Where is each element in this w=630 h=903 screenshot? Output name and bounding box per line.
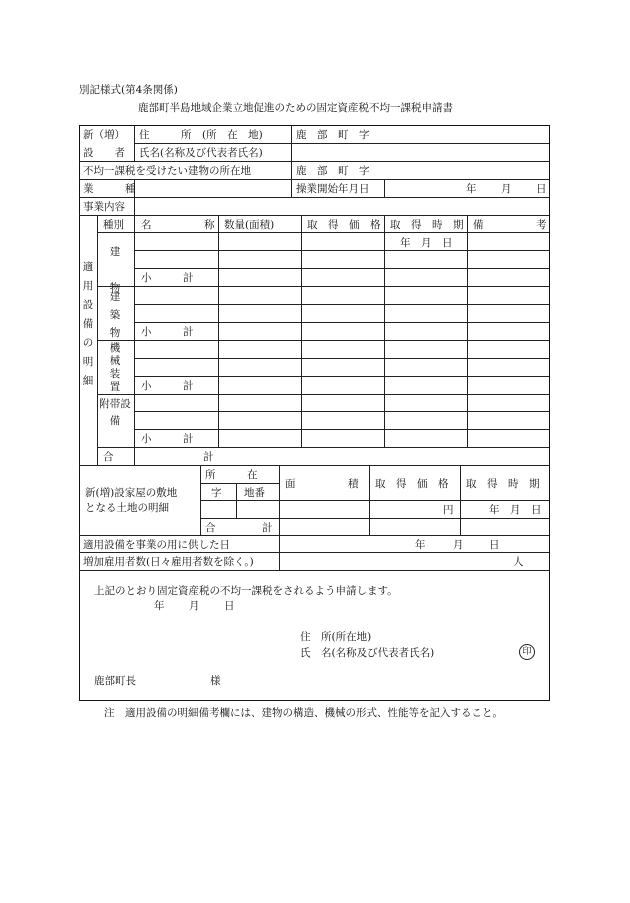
- declaration-address: 住 所(所在地): [300, 631, 372, 643]
- land-date: 年 月 日: [489, 504, 542, 516]
- form-title: 鹿部町半島地域企業立地促進のための固定資産税不均一課税申請書: [138, 102, 453, 114]
- declaration-name: 氏 名(名称及び代表者氏名): [300, 647, 435, 659]
- applicant-label-1: 新（増）: [83, 129, 125, 141]
- divider: [79, 535, 549, 536]
- divider: [291, 179, 292, 197]
- divider: [134, 250, 549, 251]
- land-lot: 地番: [244, 487, 265, 499]
- divider: [97, 447, 549, 448]
- land-aza: 字: [211, 487, 222, 499]
- land-period-header: 取 得 時 期: [466, 478, 540, 490]
- land-total-right: 計: [262, 522, 273, 534]
- land-label-2: となる土地の明細: [85, 502, 169, 514]
- type-building: 建物: [109, 246, 121, 294]
- col-remarks: 備 考: [473, 219, 547, 231]
- building-location-label: 不均一課税を受けたい建物の所在地: [83, 165, 251, 177]
- divider: [134, 376, 549, 377]
- divider: [200, 518, 549, 519]
- divider: [291, 125, 292, 179]
- declaration-statement: 上記のとおり固定資産税の不均一課税をされるよう申請します。: [94, 585, 398, 597]
- divider: [134, 143, 549, 144]
- divider: [79, 215, 549, 216]
- start-day: 日: [536, 183, 547, 195]
- col-name: 名 称: [141, 219, 215, 231]
- equipment-section-label: 適用設備の明細: [82, 261, 94, 387]
- table-bottom-border: [79, 700, 550, 701]
- building-acquired-date: 年 月 日: [400, 237, 453, 249]
- declaration-year: 年: [154, 600, 165, 612]
- type-ancillary: 附帯設備: [99, 398, 131, 427]
- divider: [97, 394, 549, 395]
- divider: [79, 197, 549, 198]
- type-structure: 建築物: [109, 291, 121, 339]
- form-id: 別記様式(第4条関係): [79, 84, 178, 96]
- divider: [200, 483, 279, 484]
- address-label: 住 所 (所 在 地): [139, 129, 263, 141]
- col-period: 取 得 時 期: [390, 219, 464, 231]
- total-suffix: 計: [203, 451, 214, 463]
- divider: [134, 268, 549, 269]
- seal-icon: 印: [519, 644, 535, 660]
- land-yen: 円: [443, 504, 454, 516]
- honorific: 様: [210, 675, 221, 687]
- divider: [79, 179, 549, 180]
- divider: [97, 232, 549, 233]
- divider: [134, 429, 549, 430]
- col-type: 種別: [103, 219, 124, 231]
- divider: [134, 322, 549, 323]
- divider: [97, 340, 549, 341]
- declaration-day: 日: [224, 600, 235, 612]
- employees-unit: 人: [513, 556, 524, 568]
- address-value[interactable]: 鹿 部 町 字: [296, 129, 370, 141]
- applicant-label-2: 設 者: [83, 147, 125, 159]
- divider: [134, 304, 549, 305]
- divider: [384, 179, 385, 197]
- divider: [79, 465, 549, 466]
- subtotal-structure: 小 計: [141, 326, 194, 338]
- service-day: 日: [489, 539, 500, 551]
- divider: [97, 286, 549, 287]
- service-year: 年: [415, 539, 426, 551]
- start-month: 月: [501, 183, 512, 195]
- land-label-1: 新(増)設家屋の敷地: [85, 487, 178, 499]
- total-label: 合: [103, 451, 114, 463]
- divider: [79, 570, 549, 571]
- divider: [134, 358, 549, 359]
- subtotal-machinery: 小 計: [141, 380, 194, 392]
- col-price: 取 得 価 格: [307, 219, 381, 231]
- table-right-border: [549, 125, 550, 700]
- land-total-left: 合: [205, 522, 216, 534]
- subtotal-building: 小 計: [141, 272, 194, 284]
- divider: [200, 500, 549, 501]
- subtotal-ancillary: 小 計: [141, 433, 194, 445]
- divider: [79, 552, 549, 553]
- land-location-header: 所 在: [205, 469, 258, 481]
- col-quantity: 数量(面積): [224, 219, 275, 231]
- service-date-label: 適用設備を事業の用に供した日: [83, 539, 230, 551]
- note: 注 適用設備の明細備考欄には、建物の構造、機械の形式、性能等を記入すること。: [104, 707, 503, 719]
- table-left-border: [79, 125, 80, 700]
- employees-label: 増加雇用者数(日々雇用者数を除く。): [83, 556, 254, 568]
- land-price-header: 取 得 価 格: [375, 478, 449, 490]
- land-area-header: 面 積: [285, 478, 359, 490]
- service-month: 月: [453, 539, 464, 551]
- table-top-border: [79, 125, 550, 126]
- divider: [134, 197, 135, 215]
- industry-label: 業 種: [83, 183, 136, 195]
- declaration-month: 月: [189, 600, 200, 612]
- addressee: 鹿部町長: [94, 675, 136, 687]
- name-label: 氏名(名称及び代表者氏名): [139, 147, 263, 159]
- start-year: 年: [466, 183, 477, 195]
- start-date-label: 操業開始年月日: [296, 183, 370, 195]
- divider: [134, 411, 549, 412]
- business-content-label: 事業内容: [83, 201, 125, 213]
- divider: [79, 161, 549, 162]
- type-machinery: 機械装置: [109, 342, 121, 393]
- building-location-value[interactable]: 鹿 部 町 字: [296, 165, 370, 177]
